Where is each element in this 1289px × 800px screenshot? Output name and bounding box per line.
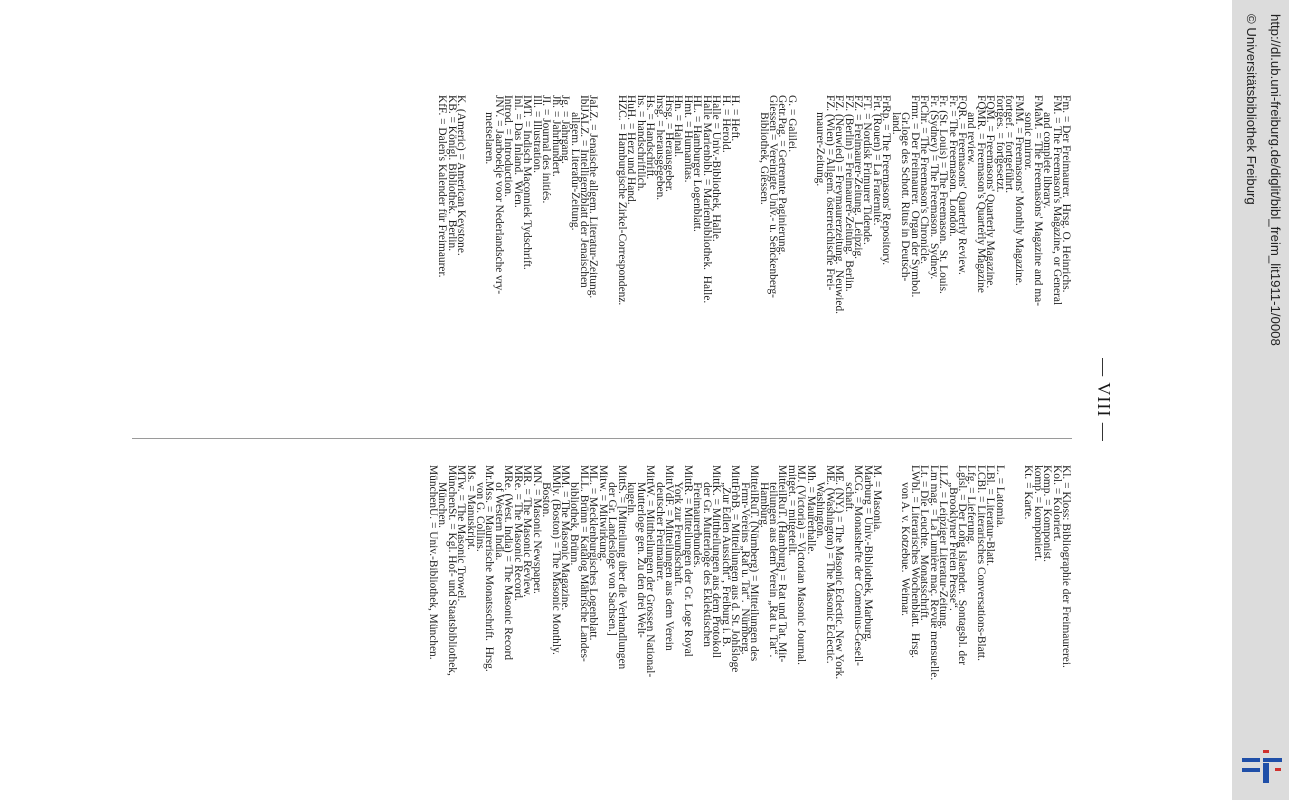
abbreviation-line: Mh. = Maurerhalle. [804, 465, 817, 555]
abbreviation-line: MittR. = Mitteilungen der Gr. Loge Royal [681, 465, 694, 657]
abbreviation-line: Mutterloge gen. Zu den drei Welt- [634, 465, 647, 638]
abbreviation-line: Marburg = Univ.-Bibliothek, Marburg. [861, 465, 874, 642]
logo-bar-stem [1263, 763, 1269, 783]
abbreviation-line: FM. = The Freemason's Magazine, or General [1050, 95, 1063, 306]
abbreviation-line: HuH. = Herz und Hand. [625, 95, 638, 205]
logo-bar-right [1263, 758, 1282, 762]
abbreviation-line: schaft. [842, 465, 855, 513]
abbreviation-line: Kol. = Koloriert. [1050, 465, 1063, 542]
logo-dot [1275, 768, 1281, 771]
abbreviation-line: von A. v. Kotzebue. Weimar. [899, 465, 912, 616]
abbreviation-line: allgem. Literatur-Zeitung. [568, 95, 581, 231]
abbreviation-line: JaLZ. = Jenaische allgem. Literatur-Zeitung. [587, 95, 600, 299]
abbreviation-line: MTw. = The Masonic Trowel. [455, 465, 468, 602]
abbreviation-line: München. [436, 465, 449, 528]
abbreviation-line: FQMR. = Freemason's Quarterly Magazine [974, 95, 987, 293]
abbreviation-line: fortgef. = fortgeführt. [1003, 95, 1016, 194]
abbreviation-line: deutscher Freimaurer. [653, 465, 666, 582]
abbreviation-line: Hs. = Handschrift. [644, 95, 657, 180]
abbreviations-left-column [437, 95, 1070, 429]
abbreviation-line: Lgisl. = Der Long Islaender. Sontagsbl. der [956, 465, 969, 666]
abbreviation-line: fortges. = fortgesetzt. [993, 95, 1006, 193]
abbreviation-line [739, 95, 748, 429]
abbreviation-line: Lt. = Die Leuchte. Monatsschrift. [918, 465, 931, 621]
abbreviation-line: MittW. = Mittheilungen der Grossen National- [644, 465, 657, 678]
abbreviation-line: Getr.Pag. = Getrennte Paginierung. [776, 95, 789, 256]
abbreviation-line: MittK. = Mittheilungen aus dem Protokoll [710, 465, 723, 659]
abbreviation-line: MMly. (Boston) = The Masonic Monthly. [549, 465, 562, 655]
abbreviation-line: HL. = Hamburger Logenblatt. [691, 95, 704, 232]
abbreviation-line: Jh. = Jahrhundert. [549, 95, 562, 177]
abbreviation-line: Fr. (Sydney) = The Freemason. Sydney. [927, 95, 940, 280]
abbreviation-line: teilungen aus dem Verein „Rat u. Tat“. [767, 465, 780, 658]
abbreviation-line: FrChr. = The Freemason's Chronicle. [918, 95, 931, 264]
abbreviation-line: H. = Heft. [729, 95, 742, 142]
abbreviations-right-column [427, 465, 1070, 800]
abbreviation-line: Frmr. = Der Freimaurer. Organ der Symbol. [908, 95, 921, 298]
abbreviation-line: MLL. Brünn = Katalog Mährische Landes- [577, 465, 590, 662]
library-logo-icon [1240, 744, 1284, 786]
abbreviation-line: der Gr. Mutterloge des Eklektischen [700, 465, 713, 647]
abbreviation-line: Hrsg. = Herausgeber. [663, 95, 676, 192]
abbreviation-line: JNV. = Jaarboekje voor Nederlandsche vry- [492, 95, 505, 295]
abbreviation-line: MittFrbB. = Mitteilungen aus d. St. Johlsloge [729, 465, 742, 673]
abbreviation-line: ML. = Mecklenburgisches Logenblatt. [587, 465, 600, 641]
abbreviation-line: der Gr. Landesloge von Sachsen.] [606, 465, 619, 636]
abbreviation-line: G. = Galilei. [785, 95, 798, 153]
abbreviation-line: H. = Herold. [719, 95, 732, 153]
abbreviation-line: IblJALZ. = Intelligenzblatt der Jenaischen [577, 95, 590, 288]
abbreviation-line: Fm. = Der Freimaurer. Hrsg. O. Heinrichs. [1060, 95, 1072, 293]
abbreviation-line: Lm mag. = La Lumière maç. Revue mensuelle. [927, 465, 940, 681]
abbreviation-line: „Zur Edlen Aussicht“, Freiburg i. B. [719, 465, 732, 648]
abbreviation-line: Halle Marienbibl. = Marienbibliothek. Halle. [700, 95, 713, 304]
abbreviation-line: maurer-Zeitung. [814, 95, 827, 187]
abbreviation-line: MCG. = Monatshefte der Comenius-Gesell- [852, 465, 865, 666]
abbreviation-line: Komp. = Komponist. [1041, 465, 1054, 562]
logo-bar-left [1242, 758, 1260, 762]
abbreviation-line: Freimaurerbundes. [691, 465, 704, 568]
abbreviation-line: M. = Masonia. [871, 465, 883, 533]
abbreviation-line: LLZ. = Leipziger Literatur-Zeitung. [937, 465, 950, 630]
abbreviation-line: and review. [965, 95, 978, 165]
abbreviation-line: Gr.loge des Schott. Ritus in Deutsch- [899, 95, 912, 282]
abbreviation-line: MünchenU. = Univ.-Bibliothek, München. [426, 465, 439, 660]
abbreviation-line: Ms. = Manuskript. [464, 465, 477, 550]
abbreviation-line: Inl. = Das Inland. Wien. [511, 95, 524, 208]
abbreviation-line: kugeln. [625, 465, 638, 516]
abbreviation-line: LWbl. = Literarisches Wochenblatt. Hrsg. [908, 465, 921, 658]
abbreviation-line: FT. = Nordisk Frimurer Tidende. [861, 95, 874, 245]
abbreviation-line: Boston. [540, 465, 553, 518]
abbreviation-line: KfF. = Dalen's Kalender für Freimaurer. [436, 95, 449, 278]
abbreviation-line: York zur Freundschaft. [672, 465, 685, 587]
abbreviation-line: komp. = komponiert. [1031, 465, 1044, 562]
abbreviation-line: MittVdF. = Mitteilungen aus dem Verein [663, 465, 676, 651]
abbreviation-line: LBl. = Literatur-Blatt. [984, 465, 997, 567]
abbreviation-line: bibliothek, Brünn. [568, 465, 581, 566]
abbreviation-line: FMM. = Freemasons' Monthly Magazine. [1012, 95, 1025, 286]
abbreviation-line: MM. = The Masonic Magazine. [559, 465, 572, 611]
abbreviation-line: Hn. = Hajnal. [672, 95, 685, 158]
abbreviation-line: MN. = Masonic Newspaper. [530, 465, 543, 594]
abbreviation-line: Fr. = The Freemason. London. [946, 95, 959, 237]
abbreviation-line: MünchenSt. = Kgl. Hof- und Staatsbibliothek, [445, 465, 458, 676]
abbreviation-line: Introd. = Introduction. [502, 95, 515, 197]
abbreviation-line: of Western India. [492, 465, 505, 561]
running-head: — VIII — [1094, 358, 1114, 442]
abbreviation-line: sonic mirror. [1022, 95, 1035, 171]
abbreviation-line: MJ. (Victoria) = Victorian Masonic Journal. [795, 465, 808, 666]
abbreviation-line: HZC. = Hamburgische Zirkel-Correspondenz. [615, 95, 628, 306]
abbreviation-line: von G. Collins. [473, 465, 486, 552]
abbreviation-line [607, 95, 616, 429]
abbreviation-line: LCBl. = Literarisches Conversations-Blatt. [974, 465, 987, 661]
abbreviation-line: Lfg. = Lieferung. [965, 465, 978, 545]
abbreviation-line: ME. (NY.) = The Masonic Eclectic. New York. [833, 465, 846, 680]
logo-bar-top [1263, 750, 1269, 753]
abbreviation-line: FrRp. = The Freemasons' Repository. [880, 95, 893, 266]
abbreviation-line: hs. = handschriftlich. [634, 95, 647, 192]
abbreviation-line: Fr. (St. Louis) = The Freemason. St. Louis. [937, 95, 950, 294]
abbreviation-line [749, 95, 758, 429]
abbreviation-line: FQM. = Freemasons' Quarterly Magazine. [984, 95, 997, 289]
abbreviation-line: Giessen = Vereinigte Univ.- u. Senckenberg- [766, 95, 779, 298]
source-url[interactable]: http://dl.ub.uni-freiburg.de/diglit/bibl_freim_lit1911-1/0008 [1268, 14, 1283, 346]
abbreviation-line: ME. (Washington) = The Masonic Eclectic. [823, 465, 836, 664]
abbreviation-line: K. (Americ) = American Keystone. [455, 95, 468, 256]
abbreviation-line: FZ. (Wien) = Allgem. österreichische Frei- [823, 95, 836, 291]
abbreviation-line: FQR. = Freemasons' Quarterly Review. [956, 95, 969, 275]
abbreviation-line: KB. = Königl. Bibliothek. Berlin. [445, 95, 458, 252]
abbreviation-line: Ill. = Illustration. [530, 95, 543, 173]
abbreviation-line: JI. = Journal des initiés. [540, 95, 553, 204]
abbreviation-line: Mitw. = Mitwirkung. [596, 465, 609, 562]
abbreviation-line: and complete library. [1041, 95, 1054, 209]
abbreviation-line: Kt. = Karte. [1022, 465, 1035, 520]
abbreviation-line: Hamburg. [757, 465, 770, 528]
abbreviation-line: Mr.Mss. = Maurerische Monatsschrift. Hrsg. [483, 465, 496, 672]
abbreviation-line: land. [889, 95, 902, 135]
abbreviation-line: MRe. (West. India) = The Masonic Record [502, 465, 515, 661]
abbreviation-line: mitget. = mitgeteilt. [785, 465, 798, 556]
abbreviation-line: FZ. (Berlin) = Freimaurer-Zeitung. Berlin. [842, 95, 855, 292]
abbreviation-line: Frmr-Vereins „Rat u. Tat“. Nürnberg. [738, 465, 751, 655]
abbreviation-line: IMT. = Indisch Maçonniek Tydschrift. [521, 95, 534, 270]
abbreviation-line: MitteilRuT. (Hamburg) = Rat und Tat. Mit- [776, 465, 789, 663]
abbreviation-line: FZ. = Freimaurer-Zeitung. Leipzig. [852, 95, 865, 260]
abbreviation-line: Jg. = Jahrgang. [559, 95, 572, 164]
abbreviation-line: „Brooklyner Freien Presse“. [946, 465, 959, 611]
abbreviation-line: hrsg. = herausgegeben. [653, 95, 666, 201]
abbreviation-line: Hmt. = Humanitas. [681, 95, 694, 183]
abbreviation-line: FMaM. = The Freemasons' Magazine and ma- [1031, 95, 1044, 307]
logo-bar-bottom [1242, 768, 1260, 772]
abbreviation-line: Kl. = Kloss: Bibliographie der Freimaurerei. [1060, 465, 1072, 668]
library-sidebar [1232, 0, 1289, 800]
abbreviation-line: MittS. = [Mitteilung über die Verhandlungen [615, 465, 628, 670]
column-divider [132, 438, 1072, 439]
abbreviation-line: MR. = The Masonic Review. [521, 465, 534, 598]
abbreviation-line: L. = Latomia. [993, 465, 1006, 528]
abbreviation-line: Frt. (Rouen) = La Fraternité. [870, 95, 883, 226]
abbreviation-line: MRe. = The Masonic Record. [511, 465, 524, 601]
sidebar-text [1232, 0, 1289, 800]
abbreviation-line: Bibliothek, Giessen. [757, 95, 770, 205]
abbreviation-line: metselaren. [483, 95, 496, 165]
abbreviation-line: Halle = Univ.-Bibliothek, Halle. [710, 95, 723, 242]
abbreviation-line: MitteilRuT. (Nürnberg) = Mitteilungen des [748, 465, 761, 662]
abbreviation-line: FZ. (Neuwied) = Freymaurerzeitung. Neuwied. [833, 95, 846, 314]
copyright-notice: © Universitätsbibliothek Freiburg [1244, 14, 1259, 205]
abbreviation-line: Washington. [814, 465, 827, 539]
